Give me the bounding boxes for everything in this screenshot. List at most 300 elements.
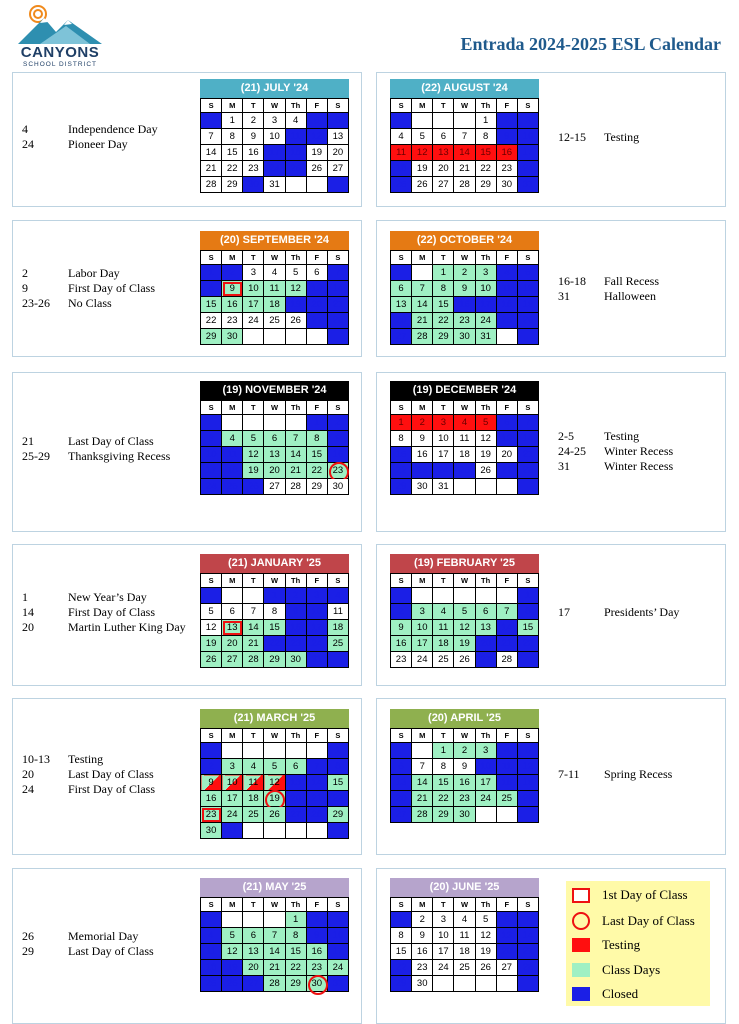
day-number: 25	[248, 809, 259, 820]
weekday-label: M	[222, 99, 243, 113]
week-row	[201, 759, 349, 775]
event-item	[558, 429, 673, 444]
weekday-label: S	[517, 251, 538, 265]
week-row	[201, 791, 349, 807]
day-number: 25	[290, 163, 301, 174]
weekday-label: S	[327, 401, 348, 415]
day-cell	[454, 313, 475, 329]
event-label: First Day of Class	[68, 782, 155, 796]
day-cell	[433, 620, 454, 636]
day-number: 7	[525, 417, 531, 428]
empty-cell	[412, 265, 433, 281]
day-cell	[517, 791, 538, 807]
day-number: 29	[395, 978, 407, 989]
day-cell	[264, 431, 285, 447]
day-cell	[412, 313, 433, 329]
day-cell	[454, 281, 475, 297]
day-number: 14	[269, 946, 280, 957]
day-cell	[327, 807, 348, 823]
event-label: Halloween	[604, 289, 656, 303]
empty-cell	[475, 479, 496, 495]
day-number: 18	[290, 147, 301, 158]
weekday-label: S	[517, 898, 538, 912]
day-cell	[391, 129, 412, 145]
day-cell	[306, 944, 327, 960]
month-calendar	[390, 231, 539, 345]
week-row	[201, 265, 349, 281]
empty-cell	[391, 113, 412, 129]
day-cell	[327, 791, 348, 807]
event-label: Last Day of Class	[68, 434, 154, 448]
empty-cell	[285, 329, 306, 345]
day-number: 1	[398, 914, 404, 925]
day-number: 20	[226, 638, 238, 649]
weekday-label: S	[517, 729, 538, 743]
day-number: 22	[480, 163, 491, 174]
day-number: 31	[332, 978, 344, 989]
day-number: 7	[314, 761, 320, 772]
day-number: 7	[292, 433, 299, 444]
legend-label: Testing	[602, 937, 641, 952]
weekday-label: W	[264, 99, 285, 113]
weekday-label: W	[264, 574, 285, 588]
day-cell	[243, 791, 264, 807]
calendar-grid	[390, 98, 539, 193]
day-cell	[243, 463, 264, 479]
weekday-label: M	[412, 574, 433, 588]
month-calendar	[200, 878, 349, 992]
day-number: 6	[292, 761, 299, 772]
weekday-row	[201, 729, 349, 743]
day-cell	[454, 912, 475, 928]
day-cell	[306, 297, 327, 313]
day-number: 28	[416, 809, 428, 820]
week-row	[201, 113, 349, 129]
empty-cell	[222, 743, 243, 759]
day-cell	[285, 313, 306, 329]
day-number: 9	[461, 761, 468, 772]
day-cell	[391, 297, 412, 313]
day-number: 20	[248, 962, 259, 973]
day-number: 12	[459, 622, 470, 633]
legend-label: 1st Day of Class	[602, 887, 688, 902]
empty-cell	[496, 976, 517, 992]
day-number: 14	[311, 777, 323, 788]
weekday-label: S	[517, 574, 538, 588]
day-cell	[475, 297, 496, 313]
weekday-label: S	[391, 729, 412, 743]
calendar-grid	[390, 250, 539, 345]
day-cell	[222, 620, 243, 636]
day-number: 22	[290, 962, 301, 973]
day-cell	[285, 145, 306, 161]
day-number: 20	[311, 299, 323, 310]
day-cell	[454, 944, 475, 960]
day-cell	[517, 431, 538, 447]
day-number: 31	[522, 179, 534, 190]
event-list	[558, 130, 639, 145]
day-number: 17	[269, 147, 280, 158]
event-label: Independence Day	[68, 122, 158, 136]
day-number: 30	[311, 978, 323, 989]
calendar-grid	[200, 897, 349, 992]
day-number: 9	[292, 606, 299, 617]
day-cell	[454, 604, 475, 620]
weekday-label: S	[517, 401, 538, 415]
day-cell	[201, 928, 222, 944]
day-cell	[454, 129, 475, 145]
day-number: 5	[208, 606, 214, 617]
day-number: 28	[248, 654, 259, 665]
day-cell	[433, 775, 454, 791]
day-number: 7	[525, 914, 531, 925]
empty-cell	[412, 113, 433, 129]
week-row	[391, 775, 539, 791]
day-cell	[264, 620, 285, 636]
day-cell	[306, 161, 327, 177]
day-number: 6	[504, 914, 510, 925]
day-number: 6	[229, 606, 235, 617]
event-date: 20	[22, 620, 34, 634]
day-number: 16	[290, 622, 301, 633]
day-number: 14	[416, 299, 428, 310]
day-cell	[391, 976, 412, 992]
day-number: 25	[332, 638, 344, 649]
day-cell	[327, 928, 348, 944]
day-number: 15	[290, 946, 301, 957]
day-cell	[264, 447, 285, 463]
day-cell	[264, 775, 285, 791]
day-number: 23	[416, 962, 428, 973]
event-label: Last Day of Class	[68, 767, 154, 781]
week-row	[391, 960, 539, 976]
weekday-label: S	[201, 574, 222, 588]
event-date: 10-13	[22, 752, 50, 766]
day-number: 31	[311, 654, 323, 665]
day-number: 28	[459, 179, 470, 190]
day-cell	[222, 759, 243, 775]
day-cell	[433, 743, 454, 759]
day-cell	[201, 807, 222, 823]
day-cell	[517, 636, 538, 652]
empty-cell	[264, 823, 285, 839]
day-number: 16	[226, 299, 238, 310]
day-number: 27	[395, 331, 407, 342]
day-cell	[517, 588, 538, 604]
day-number: 19	[416, 163, 428, 174]
day-cell	[454, 463, 475, 479]
day-number: 24	[480, 315, 491, 326]
day-cell	[475, 791, 496, 807]
empty-cell	[264, 415, 285, 431]
day-cell	[222, 265, 243, 281]
day-number: 14	[332, 283, 344, 294]
day-number: 22	[522, 638, 534, 649]
week-row	[201, 145, 349, 161]
day-cell	[517, 620, 538, 636]
day-number: 22	[311, 465, 323, 476]
day-number: 24	[416, 654, 428, 665]
day-number: 31	[438, 481, 449, 492]
day-number: 29	[480, 179, 491, 190]
day-cell	[243, 604, 264, 620]
month-title: (21) JANUARY '25	[200, 554, 349, 573]
day-cell	[517, 775, 538, 791]
weekday-label: S	[327, 251, 348, 265]
weekday-label: T	[433, 729, 454, 743]
weekday-label: F	[496, 251, 517, 265]
day-cell	[264, 976, 285, 992]
month-title: (19) FEBRUARY '25	[390, 554, 539, 573]
day-number: 14	[248, 622, 259, 633]
day-number: 6	[482, 606, 489, 617]
day-number: 9	[208, 777, 214, 788]
event-item	[558, 289, 659, 304]
day-cell	[496, 928, 517, 944]
weekday-label: F	[496, 898, 517, 912]
weekday-label: Th	[475, 251, 496, 265]
week-row	[391, 604, 539, 620]
day-number: 21	[459, 163, 470, 174]
week-row	[391, 588, 539, 604]
day-number: 12	[480, 930, 491, 941]
empty-cell	[243, 743, 264, 759]
day-number: 7	[271, 930, 278, 941]
empty-cell	[306, 743, 327, 759]
day-number: 15	[332, 777, 344, 788]
day-number: 10	[269, 131, 280, 142]
empty-cell	[517, 807, 538, 823]
day-cell	[201, 463, 222, 479]
day-cell	[496, 743, 517, 759]
day-number: 27	[395, 809, 407, 820]
day-cell	[285, 759, 306, 775]
day-cell	[264, 759, 285, 775]
empty-cell	[517, 479, 538, 495]
week-row	[391, 759, 539, 775]
day-number: 16	[459, 777, 470, 788]
day-cell	[222, 604, 243, 620]
day-number: 20	[269, 465, 280, 476]
month-calendar	[200, 709, 349, 839]
weekday-label: M	[222, 574, 243, 588]
day-number: 3	[229, 761, 235, 772]
day-cell	[243, 960, 264, 976]
week-row	[391, 113, 539, 129]
day-cell	[412, 281, 433, 297]
day-cell	[327, 759, 348, 775]
day-number: 28	[332, 315, 344, 326]
event-label: Memorial Day	[68, 929, 139, 943]
weekday-label: S	[201, 251, 222, 265]
day-number: 22	[226, 163, 238, 174]
day-cell	[517, 415, 538, 431]
day-cell	[433, 636, 454, 652]
day-number: 27	[501, 962, 513, 973]
day-number: 13	[290, 777, 301, 788]
day-number: 26	[248, 481, 259, 492]
day-cell	[454, 177, 475, 193]
empty-cell	[517, 329, 538, 345]
day-number: 20	[290, 793, 301, 804]
day-cell	[391, 431, 412, 447]
day-number: 23	[416, 465, 428, 476]
empty-cell	[222, 912, 243, 928]
day-cell	[412, 415, 433, 431]
day-number: 12	[522, 761, 534, 772]
day-cell	[306, 113, 327, 129]
day-cell	[475, 960, 496, 976]
day-cell	[517, 265, 538, 281]
day-cell	[222, 145, 243, 161]
day-cell	[285, 976, 306, 992]
event-item	[22, 620, 186, 635]
weekday-label: M	[222, 251, 243, 265]
event-item	[558, 459, 673, 474]
day-cell	[222, 297, 243, 313]
event-label: Spring Recess	[604, 767, 673, 781]
empty-cell	[327, 177, 348, 193]
last-day-swatch	[572, 912, 590, 930]
week-row	[201, 129, 349, 145]
day-cell	[433, 604, 454, 620]
month-title: (20) JUNE '25	[390, 878, 539, 897]
weekday-label: Th	[475, 898, 496, 912]
weekday-label: M	[222, 898, 243, 912]
day-cell	[327, 145, 348, 161]
day-number: 20	[438, 163, 449, 174]
day-cell	[222, 960, 243, 976]
day-cell	[327, 976, 348, 992]
empty-cell	[517, 976, 538, 992]
calendar-grid	[390, 728, 539, 823]
day-cell	[285, 912, 306, 928]
empty-cell	[391, 588, 412, 604]
day-cell	[412, 431, 433, 447]
day-number: 14	[522, 930, 534, 941]
day-cell	[285, 281, 306, 297]
day-cell	[454, 759, 475, 775]
day-cell	[201, 129, 222, 145]
day-number: 13	[332, 131, 344, 142]
event-date: 24	[22, 137, 34, 151]
day-cell	[391, 652, 412, 668]
day-number: 7	[504, 606, 510, 617]
day-cell	[243, 976, 264, 992]
day-number: 1	[229, 115, 235, 126]
event-label: Winter Recess	[604, 459, 674, 473]
day-number: 24	[332, 962, 344, 973]
day-number: 26	[290, 315, 301, 326]
day-cell	[222, 313, 243, 329]
week-row	[201, 976, 349, 992]
day-number: 11	[501, 283, 512, 294]
event-list	[22, 122, 158, 152]
day-cell	[412, 912, 433, 928]
day-number: 17	[205, 465, 217, 476]
day-number: 15	[395, 946, 407, 957]
day-number: 2	[335, 417, 341, 428]
day-number: 2	[314, 914, 320, 925]
day-cell	[264, 281, 285, 297]
day-cell	[285, 775, 306, 791]
day-number: 21	[290, 465, 301, 476]
day-number: 6	[398, 761, 404, 772]
weekday-label: W	[264, 729, 285, 743]
empty-cell	[391, 743, 412, 759]
day-number: 17	[522, 147, 534, 158]
day-cell	[475, 281, 496, 297]
day-number: 17	[416, 638, 428, 649]
day-number: 16	[332, 449, 344, 460]
day-cell	[222, 161, 243, 177]
day-number: 13	[311, 283, 323, 294]
weekday-label: Th	[475, 401, 496, 415]
day-cell	[306, 265, 327, 281]
day-number: 3	[314, 590, 320, 601]
weekday-label: F	[306, 251, 327, 265]
day-number: 14	[459, 147, 470, 158]
day-number: 15	[438, 777, 449, 788]
day-cell	[391, 807, 412, 823]
day-cell	[454, 928, 475, 944]
day-cell	[454, 791, 475, 807]
day-cell	[201, 791, 222, 807]
day-number: 19	[459, 638, 470, 649]
day-number: 13	[395, 777, 407, 788]
day-number: 9	[250, 131, 256, 142]
day-cell	[222, 281, 243, 297]
day-cell	[475, 447, 496, 463]
empty-cell	[517, 652, 538, 668]
day-number: 12	[248, 449, 259, 460]
day-number: 1	[440, 745, 446, 756]
day-cell	[222, 944, 243, 960]
day-number: 9	[398, 622, 404, 633]
event-label: New Year’s Day	[68, 590, 147, 604]
closed-swatch	[572, 987, 590, 1001]
day-number: 30	[248, 179, 259, 190]
event-date: 16-18	[558, 274, 586, 288]
day-cell	[222, 791, 243, 807]
week-row	[201, 636, 349, 652]
day-cell	[475, 636, 496, 652]
day-cell	[243, 297, 264, 313]
week-row	[391, 652, 539, 668]
weekday-label: S	[327, 99, 348, 113]
day-cell	[201, 652, 222, 668]
day-number: 17	[248, 299, 259, 310]
day-number: 9	[314, 930, 320, 941]
event-item	[22, 122, 158, 137]
day-number: 15	[226, 147, 238, 158]
day-number: 27	[332, 163, 344, 174]
day-number: 22	[332, 793, 344, 804]
event-date: 17	[558, 605, 570, 619]
event-date: 23-26	[22, 296, 50, 310]
empty-cell	[454, 588, 475, 604]
empty-cell	[306, 329, 327, 345]
day-cell	[285, 297, 306, 313]
day-cell	[496, 960, 517, 976]
day-number: 25	[438, 654, 449, 665]
week-row	[201, 431, 349, 447]
weekday-label: Th	[285, 729, 306, 743]
day-cell	[285, 588, 306, 604]
day-cell	[264, 807, 285, 823]
event-label: Martin Luther King Day	[68, 620, 186, 634]
day-number: 11	[501, 761, 512, 772]
